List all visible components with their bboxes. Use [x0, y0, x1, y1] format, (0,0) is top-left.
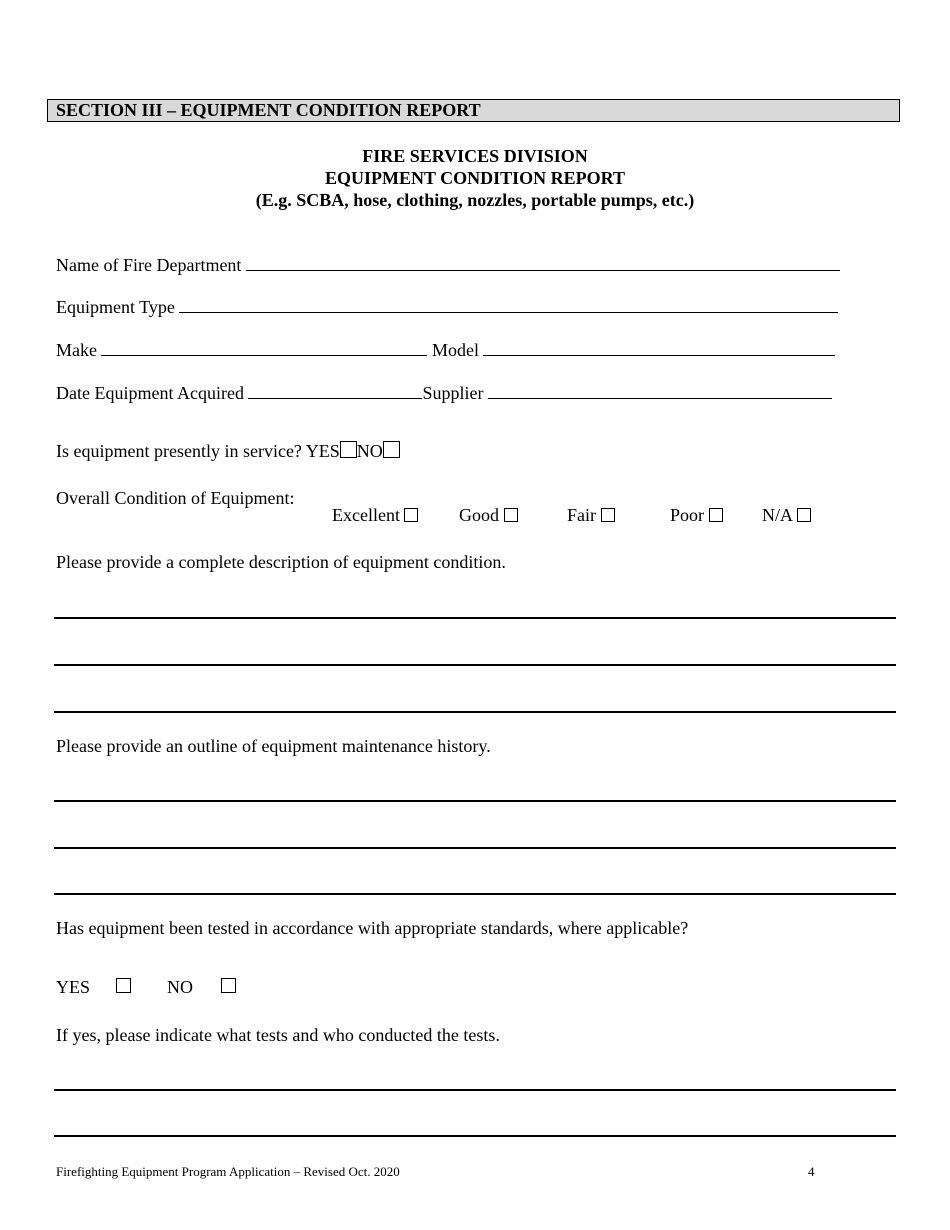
good-label: Good [459, 505, 499, 525]
fair-label: Fair [567, 505, 596, 525]
tests-prompt: If yes, please indicate what tests and who conducted the tests. [56, 1025, 500, 1045]
tested-no-checkbox[interactable] [221, 978, 236, 993]
section-header: SECTION III – EQUIPMENT CONDITION REPORT [47, 99, 900, 122]
condition-option-excellent [332, 505, 418, 526]
poor-checkbox[interactable] [709, 508, 723, 522]
date-acquired-label: Date Equipment Acquired [56, 383, 244, 403]
maintenance-line-2[interactable] [54, 847, 896, 849]
in-service-row [56, 441, 400, 462]
equipment-type-label: Equipment Type [56, 297, 175, 317]
in-service-no-checkbox[interactable] [383, 441, 400, 458]
model-input[interactable] [483, 339, 835, 356]
good-checkbox[interactable] [504, 508, 518, 522]
equipment-type-input[interactable] [179, 296, 838, 313]
description-line-1[interactable] [54, 617, 896, 619]
na-label: N/A [762, 505, 793, 525]
condition-label: Overall Condition of Equipment: [56, 488, 295, 508]
tested-yes-checkbox[interactable] [116, 978, 131, 993]
supplier-input[interactable] [488, 382, 832, 399]
make-input[interactable] [101, 339, 427, 356]
fair-checkbox[interactable] [601, 508, 615, 522]
maintenance-prompt: Please provide an outline of equipment maintenance history. [56, 736, 491, 756]
excellent-label: Excellent [332, 505, 400, 525]
date-supplier-row [56, 382, 832, 404]
maintenance-line-1[interactable] [54, 800, 896, 802]
make-model-row [56, 339, 835, 361]
supplier-label: Supplier [422, 383, 484, 403]
excellent-checkbox[interactable] [404, 508, 418, 522]
date-acquired-input[interactable] [248, 382, 422, 399]
in-service-no-label: NO [356, 441, 383, 461]
description-line-2[interactable] [54, 664, 896, 666]
model-label: Model [431, 340, 479, 360]
tests-line-1[interactable] [54, 1089, 896, 1091]
condition-option-good [459, 505, 518, 526]
make-label: Make [56, 340, 97, 360]
footer-text: Firefighting Equipment Program Application – Revised Oct. 2020 [56, 1164, 400, 1179]
fire-department-row [56, 254, 840, 276]
report-title: EQUIPMENT CONDITION REPORT [324, 168, 626, 188]
tested-yes-label: YES [56, 977, 91, 997]
in-service-question: Is equipment presently in service? [56, 441, 302, 461]
condition-option-fair [567, 505, 615, 526]
fire-department-input[interactable] [246, 254, 840, 271]
in-service-yes-label: YES [305, 441, 340, 461]
tests-line-2[interactable] [54, 1135, 896, 1137]
description-prompt: Please provide a complete description of equipment condition. [56, 552, 506, 572]
condition-option-poor [670, 505, 723, 526]
fire-department-label: Name of Fire Department [56, 255, 242, 275]
tested-question: Has equipment been tested in accordance with appropriate standards, where applicable? [56, 918, 689, 938]
poor-label: Poor [670, 505, 705, 525]
maintenance-line-3[interactable] [54, 893, 896, 895]
equipment-type-row [56, 296, 838, 318]
division-title: FIRE SERVICES DIVISION [362, 146, 588, 166]
description-line-3[interactable] [54, 711, 896, 713]
report-subtitle: (E.g. SCBA, hose, clothing, nozzles, portable pumps, etc.) [255, 190, 695, 210]
condition-option-na [762, 505, 811, 526]
na-checkbox[interactable] [797, 508, 811, 522]
in-service-yes-checkbox[interactable] [340, 441, 357, 458]
tested-no-label: NO [167, 977, 193, 997]
page-number: 4 [808, 1164, 815, 1179]
